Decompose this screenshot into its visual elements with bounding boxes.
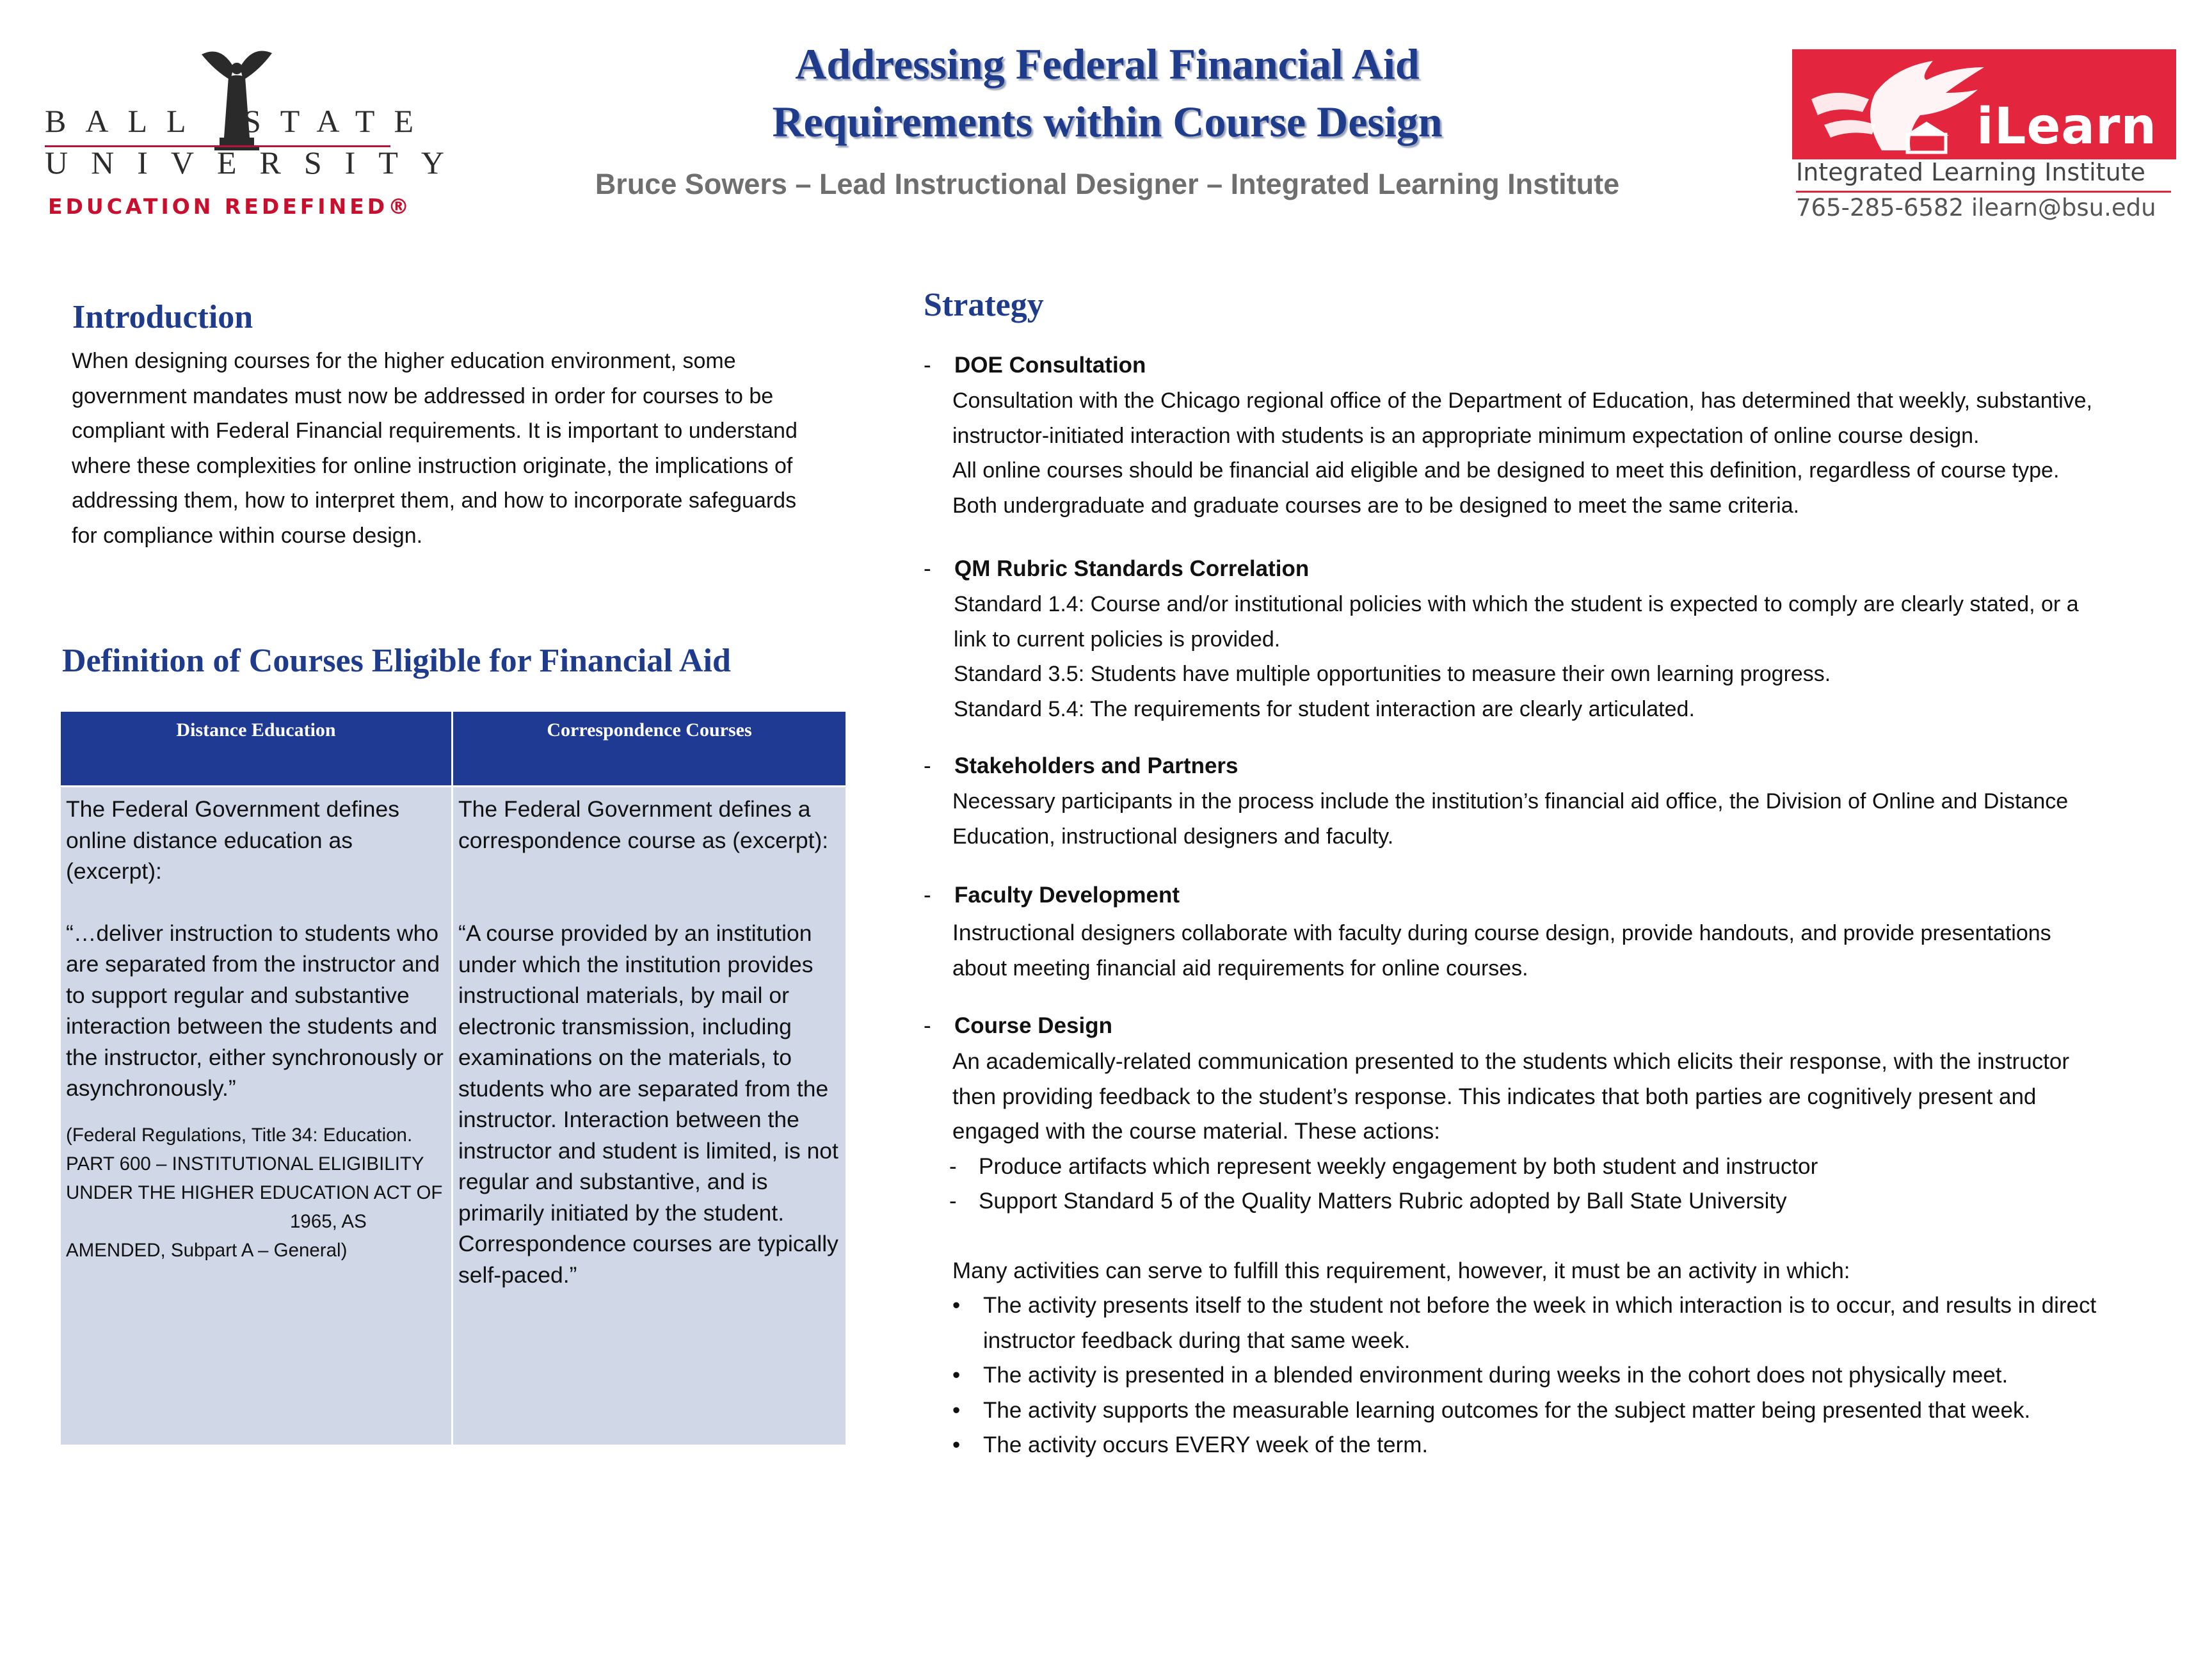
activity-text: The activity is presented in a blended environment during weeks in the cohort does not physically meet. — [983, 1363, 2008, 1388]
qm-rubric-title: QM Rubric Standards Correlation — [954, 556, 1310, 581]
action-text: Produce artifacts which represent weekly engagement by both student and instructor — [979, 1153, 1818, 1179]
course-design-line: engaged with the course material. These actions: — [952, 1119, 1441, 1144]
bsu-word-ball: BALL — [45, 103, 205, 139]
intro-line: addressing them, how to interpret them, and how to incorporate safeguards — [72, 488, 797, 513]
course-design-line: An academically-related communication presented to the students which elicits their response, with the instructor — [952, 1049, 2070, 1074]
qm-line: Standard 3.5: Students have multiple opportunities to measure their own learning progress. — [954, 662, 1831, 686]
bsu-word-state: STATE — [243, 103, 433, 139]
activity-text: The activity presents itself to the student not before the week in which interaction is to occur, and results in direct instructor feedback during that same week. — [983, 1293, 2097, 1353]
intro-line: where these complexities for online instruction originate, the implications of — [72, 453, 793, 478]
activity-text: The activity supports the measurable learning outcomes for the subject matter being presented that week. — [983, 1397, 2031, 1423]
doe-consultation-title: DOE Consultation — [954, 353, 1146, 378]
distance-citation-year: 1965, AS — [290, 1210, 367, 1232]
faculty-line-rest: designers collaborate with faculty during course design, provide handouts, and provide presentations — [1075, 921, 2051, 945]
table-cell-distance-education — [61, 787, 453, 1445]
doe-line: All online courses should be financial aid eligible and be designed to meet this definition, regardless of course type. — [952, 458, 2060, 483]
faculty-development-heading — [924, 883, 1180, 908]
distance-intro: The Federal Government defines online distance education as (excerpt): — [66, 796, 399, 884]
dash-marker: - — [924, 353, 931, 378]
qm-rubric-text — [954, 587, 2189, 726]
eligibility-table — [61, 712, 846, 1445]
course-design-text — [949, 1045, 2188, 1463]
qm-line: Standard 5.4: The requirements for student interaction are clearly articulated. — [954, 696, 1695, 721]
doe-consultation-heading — [924, 353, 1146, 378]
action-text: Support Standard 5 of the Quality Matters Rubric adopted by Ball State University — [979, 1189, 1787, 1214]
bullet-marker: • — [952, 1293, 961, 1318]
strategy-heading: Strategy — [924, 287, 1044, 323]
intro-line: When designing courses for the higher education environment, some — [72, 349, 736, 373]
dash-marker: - — [924, 1013, 931, 1038]
stakeholders-line: Necessary participants in the process include the institution’s financial aid office, the Division of Online and Distance — [952, 789, 2069, 813]
ilearn-contact: 765-285-6582 ilearn@bsu.edu — [1796, 194, 2156, 221]
title-line-1: Addressing Federal Financial Aid — [795, 40, 1420, 88]
intro-line: for compliance within course design. — [72, 523, 423, 548]
bullet-marker: • — [952, 1432, 961, 1457]
introduction-text — [72, 344, 865, 553]
dash-marker: - — [924, 556, 931, 581]
poster-subtitle: Bruce Sowers – Lead Instructional Designer – Integrated Learning Institute — [595, 168, 1620, 200]
qm-rubric-heading — [924, 556, 1309, 582]
title-line-2: Requirements within Course Design — [772, 97, 1443, 146]
ilearn-logo — [1792, 49, 2176, 232]
doe-consultation-text — [952, 383, 2188, 523]
table-header-distance-education: Distance Education — [61, 712, 453, 787]
course-design-line: then providing feedback to the student’s response. This indicates that both parties are cognitively present and — [952, 1084, 2037, 1109]
stakeholders-text — [952, 784, 2188, 854]
faculty-line: about meeting financial aid requirements for online courses. — [952, 956, 1528, 981]
eagle-icon — [1799, 54, 1991, 157]
bullet-marker: • — [952, 1397, 961, 1423]
faculty-development-text — [952, 915, 2188, 986]
table-cell-correspondence-courses — [453, 787, 846, 1445]
qm-line: Standard 1.4: Course and/or institutional policies with which the student is expected to comply are clearly stated, or a — [954, 592, 2079, 616]
dash-marker: - — [949, 1153, 957, 1179]
doe-line: instructor-initiated interaction with students is an appropriate minimum expectation of online course design. — [952, 423, 1980, 448]
ilearn-institute: Integrated Learning Institute — [1796, 158, 2145, 186]
definition-heading: Definition of Courses Eligible for Financial Aid — [62, 643, 731, 679]
activity-text: The activity occurs EVERY week of the term. — [983, 1432, 1429, 1457]
introduction-heading: Introduction — [72, 299, 253, 335]
intro-line: government mandates must now be addressed in order for courses to be — [72, 383, 774, 408]
ilearn-brand: iLearn — [1976, 98, 2157, 156]
action-item — [949, 1184, 2188, 1219]
poster-title — [499, 35, 1715, 150]
activity-item — [952, 1428, 2188, 1463]
correspondence-intro: The Federal Government defines a correspondence course as (excerpt): — [458, 796, 829, 853]
activities-intro: Many activities can serve to fulfill this requirement, however, it must be an activity in which: — [952, 1258, 1850, 1283]
action-item — [949, 1150, 2188, 1185]
stakeholders-line: Education, instructional designers and faculty. — [952, 824, 1394, 849]
course-design-heading — [924, 1013, 1112, 1039]
ilearn-divider — [1796, 191, 2171, 193]
activity-item — [952, 1288, 2188, 1358]
doe-line: Consultation with the Chicago regional office of the Department of Education, has determined that weekly, substantive, — [952, 389, 2092, 413]
table-header-correspondence-courses: Correspondence Courses — [453, 712, 846, 787]
distance-quote: “…deliver instruction to students who are separated from the instructor and to support regular and substantive interaction between the students and the instructor, either synchronously or asynchronously.” — [66, 920, 444, 1101]
distance-citation: (Federal Regulations, Title 34: Education. PART 600 – INSTITUTIONAL ELIGIBILITY UNDER THE HIGHER EDUCATION ACT OF — [66, 1124, 443, 1203]
qm-line: link to current policies is provided. — [954, 627, 1281, 652]
faculty-line — [952, 915, 2188, 951]
bsu-tagline: EDUCATION REDEFINED® — [48, 194, 413, 219]
dash-marker: - — [949, 1189, 957, 1214]
faculty-line-start: Instructional — [952, 920, 1075, 945]
course-design-title: Course Design — [954, 1013, 1112, 1038]
dash-marker: - — [924, 883, 931, 908]
stakeholders-title: Stakeholders and Partners — [954, 753, 1238, 778]
dash-marker: - — [924, 753, 931, 778]
activity-item — [952, 1358, 2188, 1393]
ball-state-logo — [38, 42, 467, 227]
stakeholders-heading — [924, 753, 1238, 779]
bsu-word-university: UNIVERSITY — [45, 145, 467, 180]
doe-line: Both undergraduate and graduate courses are to be designed to meet the same criteria. — [952, 493, 1800, 518]
distance-citation-end: AMENDED, Subpart A – General) — [66, 1239, 348, 1261]
intro-line: compliant with Federal Financial requirements. It is important to understand — [72, 419, 797, 443]
bullet-marker: • — [952, 1363, 961, 1388]
correspondence-quote: “A course provided by an institution under which the institution provides instructional materials, by mail or electronic transmission, including examinations on the materials, to students who are separated from the instructor. Interaction between the instructor and student is limited, is not regular and substantive, and is primarily initiated by the student. Correspondence courses are typically self-paced.” — [458, 920, 838, 1288]
faculty-development-title: Faculty Development — [954, 883, 1180, 908]
activity-item — [952, 1393, 2188, 1429]
